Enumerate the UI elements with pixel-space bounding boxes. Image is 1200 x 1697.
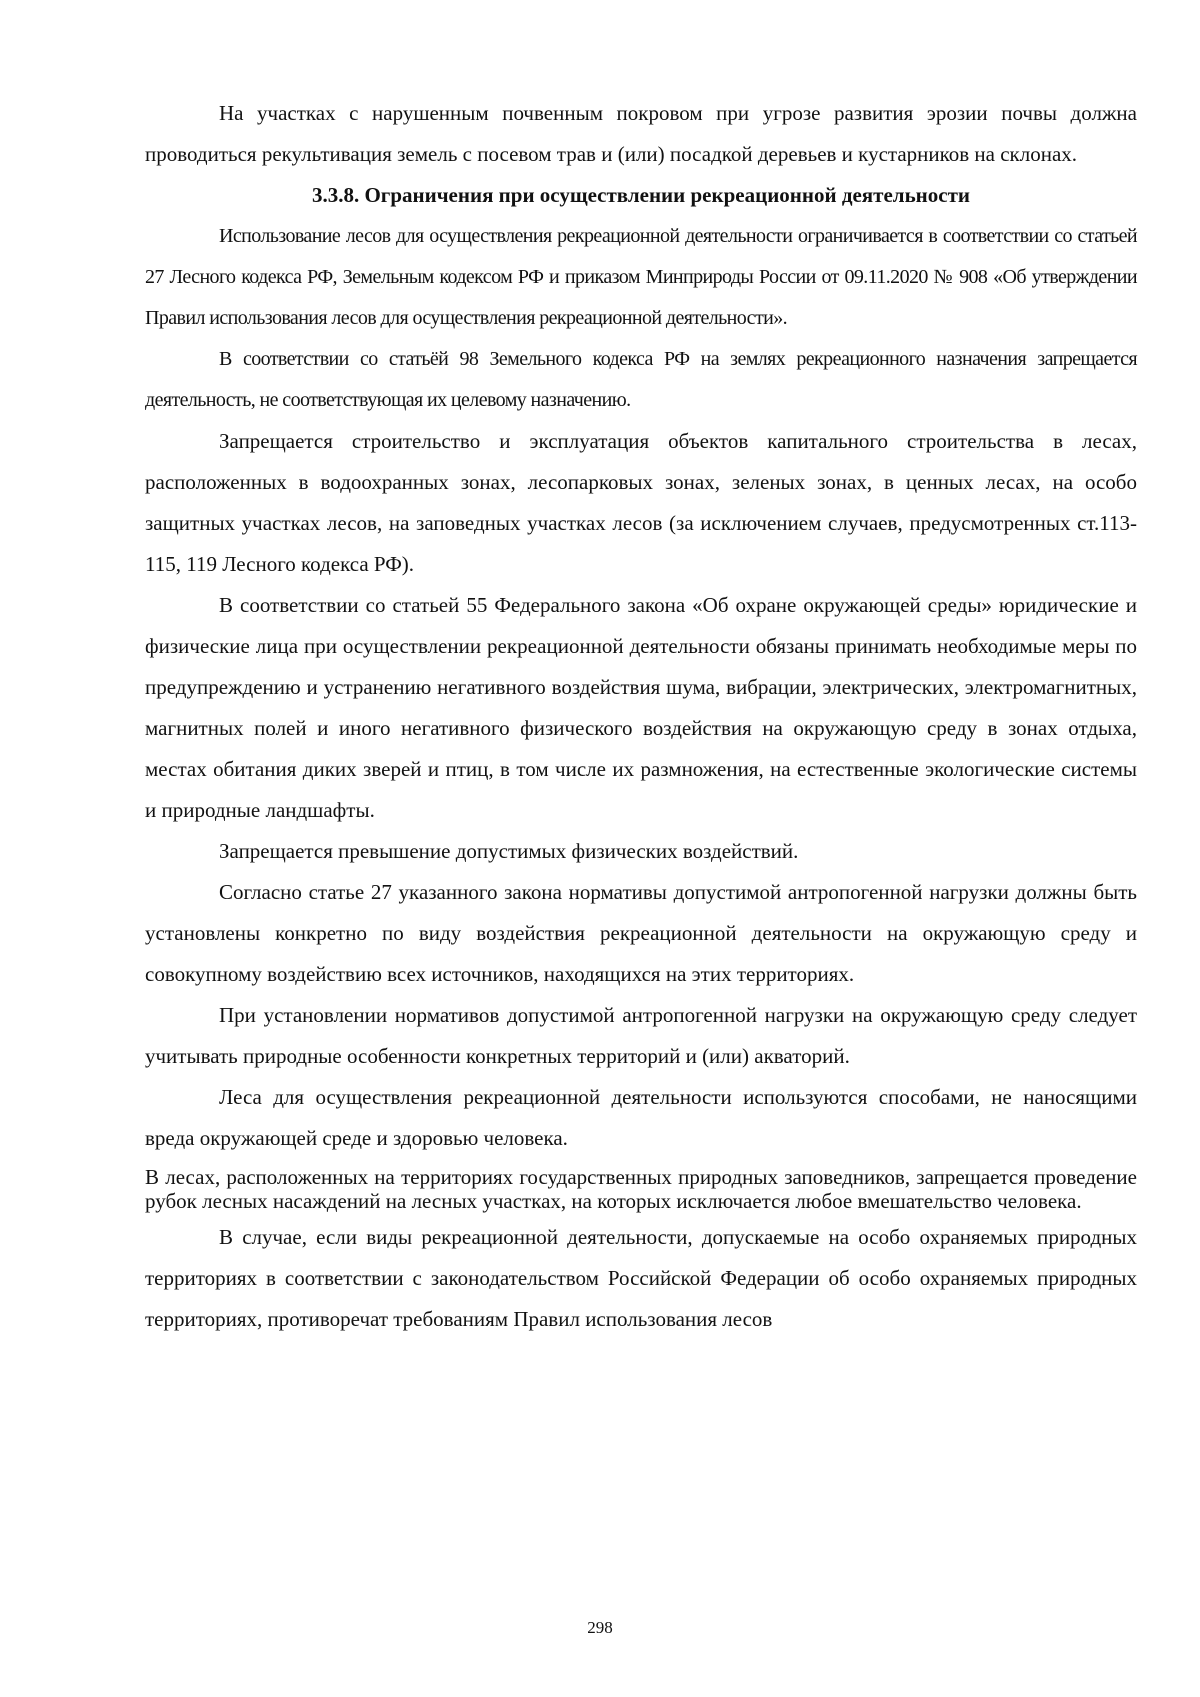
paragraph-construction-ban: Запрещается строительство и эксплуатация объектов капитального строительства в лесах, расположенных в водоохранных зонах, лесопарковых зонах, зеленых зонах, в ценных лесах, на особо защитных участках лесов, на заповедных участках лесов (за исключением случаев, предусмотренных ст.113-115, 119 Лесного кодекса РФ). (145, 429, 1137, 576)
paragraph-harmless-use: Леса для осуществления рекреационной деятельности используются способами, не наносящими вреда окружающей среде и здоровью человека. (145, 1085, 1137, 1150)
paragraph-forest-use-restrictions: Использование лесов для осуществления рекреационной деятельности ограничивается в соответствии со статьей 27 Лесного кодекса РФ, Земельным кодексом РФ и приказом Минприроды России от 09.11.2020 № 908 «Об утверждении Правил использования лесов для осуществления рекреационной деятельности». (145, 225, 1137, 329)
paragraph-article-55: В соответствии со статьей 55 Федерального закона «Об охране окружающей среды» юридические и физические лица при осуществлении рекреационной деятельности обязаны принимать необходимые меры по предупреждению и устранению негативного воздействия шума, вибрации, электрических, электромагнитных, магнитных полей и иного негативного физического воздействия на окружающую среду в зонах отдыха, местах обитания диких зверей и птиц, в том числе их размножения, на естественные экологические системы и природные ландшафты. (145, 593, 1137, 822)
paragraph-article-27: Согласно статье 27 указанного закона нормативы допустимой антропогенной нагрузки должны быть установлены конкретно по виду воздействия рекреационной деятельности на окружающую среду и совокупному воздействию всех источников, находящихся на этих территориях. (145, 880, 1137, 986)
paragraph-land-code-article-98: В соответствии со статьёй 98 Земельного кодекса РФ на землях рекреационного назначения запрещается деятельность, не соответствующая их целевому назначению. (145, 348, 1137, 411)
page-number: 298 (587, 1618, 613, 1637)
document-body (145, 93, 1137, 1340)
paragraph-reserves: В лесах, расположенных на территориях государственных природных заповедников, запрещается проведение рубок лесных насаждений на лесных участках, на которых исключается любое вмешательство человека. (145, 1165, 1137, 1213)
paragraph-physical-impact-ban: Запрещается превышение допустимых физических воздействий. (219, 839, 799, 863)
section-heading: 3.3.8. Ограничения при осуществлении рекреационной деятельности (311, 183, 971, 207)
paragraph-load-norms: При установлении нормативов допустимой антропогенной нагрузки на окружающую среду следует учитывать природные особенности конкретных территорий и (или) акваторий. (145, 1003, 1137, 1068)
paragraph-soil-recultivation: На участках с нарушенным почвенным покровом при угрозе развития эрозии почвы должна проводиться рекультивация земель с посевом трав и (или) посадкой деревьев и кустарников на склонах. (145, 101, 1137, 166)
paragraph-protected-territories: В случае, если виды рекреационной деятельности, допускаемые на особо охраняемых природных территориях в соответствии с законодательством Российской Федерации об особо охраняемых природных территориях, противоречат требованиям Правил использования лесов (145, 1225, 1137, 1331)
